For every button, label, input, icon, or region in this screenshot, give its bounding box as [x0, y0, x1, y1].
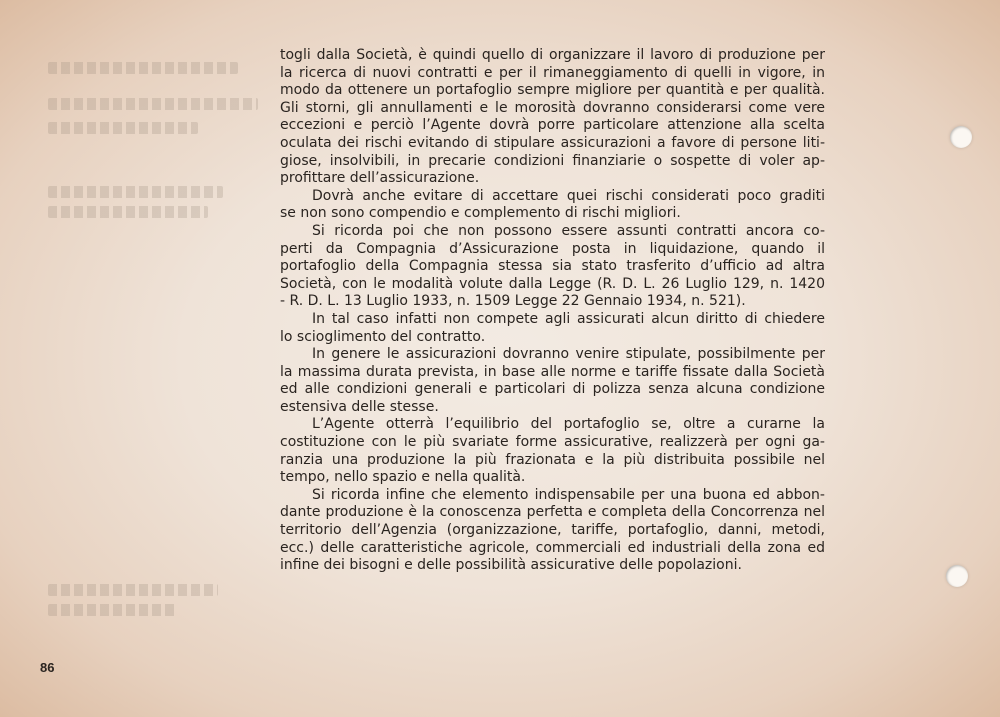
text-line: territorio dell’Agenzia (organizzazione, tariffe, portafoglio, danni, metodi, [280, 522, 825, 539]
text-line: dante produzione è la conoscenza perfetta e completa della Concorrenza nel [280, 504, 825, 521]
text-line: lo scioglimento del contratto. [280, 328, 486, 345]
text-line: la massima durata prevista, in base alle norme e tariffe fissate dalla Società [280, 363, 825, 380]
text-line: In tal caso infatti non compete agli assicurati alcun diritto di chiedere [312, 310, 825, 327]
text-line: la ricerca di nuovi contratti e per il rimaneggiamento di quelli in vigore, in [280, 64, 825, 81]
text-line: In genere le assicurazioni dovranno venire stipulate, possibilmente per [312, 346, 825, 363]
text-line: Si ricorda poi che non possono essere assunti contratti ancora co- [312, 222, 825, 239]
text-line: estensiva delle stesse. [280, 398, 439, 415]
text-line: ecc.) delle caratteristiche agricole, commerciali ed industriali della zona ed [280, 539, 825, 556]
text-line: infine dei bisogni e delle possibilità assicurative delle popolazioni. [280, 557, 742, 574]
bleed-through-text [48, 122, 198, 134]
body-text [280, 47, 825, 575]
text-line: modo da ottenere un portafoglio sempre migliore per quantità e per qualità. [280, 82, 825, 99]
text-line: eccezioni e perciò l’Agente dovrà porre particolare attenzione alla scelta [280, 117, 825, 134]
bleed-through-text [48, 206, 208, 218]
text-line: se non sono compendio e complemento di rischi migliori. [280, 205, 681, 222]
text-line: ed alle condizioni generali e particolari di polizza senza alcuna condizione [280, 381, 825, 398]
text-line: togli dalla Società, è quindi quello di organizzare il lavoro di produzione per [280, 47, 825, 63]
bleed-through-text [48, 604, 178, 616]
text-line: Si ricorda infine che elemento indispensabile per una buona ed abbon- [312, 486, 825, 503]
text-line: Dovrà anche evitare di accettare quei rischi considerati poco graditi [312, 187, 825, 204]
text-line: L’Agente otterrà l’equilibrio del portafoglio se, oltre a curarne la [312, 416, 825, 433]
binder-hole-bottom [946, 565, 968, 587]
bleed-through-text [48, 62, 238, 74]
bleed-through-text [48, 98, 258, 110]
binder-hole-top [950, 126, 972, 148]
text-line: oculata dei rischi evitando di stipulare assicurazioni a favore di persone liti- [280, 134, 825, 151]
text-line: tempo, nello spazio e nella qualità. [280, 469, 526, 486]
text-line: - R. D. L. 13 Luglio 1933, n. 1509 Legge 22 Gennaio 1934, n. 521). [280, 293, 746, 310]
text-line: perti da Compagnia d’Assicurazione posta in liquidazione, quando il [280, 240, 825, 257]
bleed-through-text [48, 584, 218, 596]
text-line: costituzione con le più svariate forme assicurative, realizzerà per ogni ga- [280, 434, 825, 451]
page-number: 86 [40, 660, 55, 675]
bleed-through-text [48, 186, 223, 198]
text-line: giose, insolvibili, in precarie condizioni finanziarie o sospette di voler ap- [280, 152, 825, 169]
text-line: Gli storni, gli annullamenti e le morosità dovranno considerarsi come vere [280, 99, 825, 116]
text-line: Società, con le modalità volute dalla Legge (R. D. L. 26 Luglio 129, n. 1420 [280, 275, 825, 292]
text-line: profittare dell’assicurazione. [280, 170, 480, 187]
text-line: ranzia una produzione la più frazionata e la più distribuita possibile nel [280, 451, 825, 468]
text-line: portafoglio della Compagnia stessa sia stato trasferito d’ufficio ad altra [280, 258, 825, 275]
